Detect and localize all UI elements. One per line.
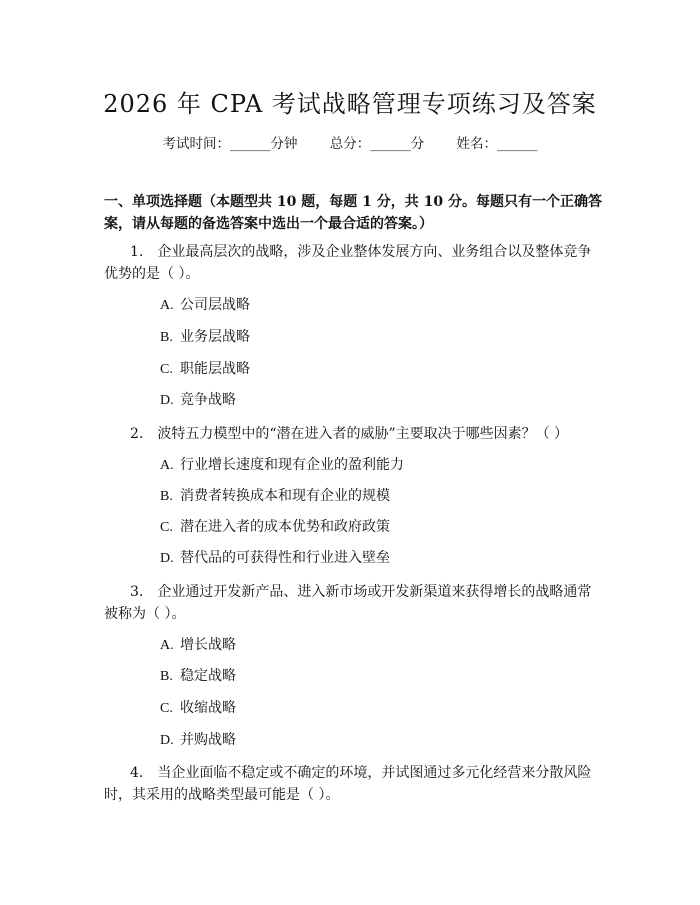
question-1-option-b: [160, 328, 250, 347]
option-letter: A.: [160, 458, 174, 473]
document-title: 2026 年 CPA 考试战略管理专项练习及答案: [103, 90, 597, 118]
question-2-option-d: [160, 549, 390, 568]
question-2-option-a: [160, 456, 404, 475]
option-letter: A.: [160, 638, 174, 653]
question-3-option-d: [160, 731, 236, 750]
section-heading: 一、单项选择题（本题型共 10 题，每题 1 分，共 10 分。每题只有一个正确答案，请从每题的备选答案中选出一个最合适的答案。）: [104, 194, 602, 232]
question-2-stem: 2. 波特五力模型中的“潜在进入者的威胁”主要取决于哪些因素？（ ）: [130, 426, 569, 442]
option-letter: B.: [160, 489, 173, 504]
option-text: 并购战略: [180, 732, 236, 748]
option-letter: C.: [160, 520, 173, 535]
option-text: 业务层战略: [180, 329, 250, 345]
question-1-option-d: [160, 391, 236, 410]
option-letter: C.: [160, 701, 173, 716]
question-4-stem: 4. 当企业面临不稳定或不确定的环境，并试图通过多元化经营来分散风险时，其采用的战略类型最可能是（ ）。: [104, 765, 592, 803]
option-text: 行业增长速度和现有企业的盈利能力: [180, 457, 404, 473]
option-text: 公司层战略: [180, 297, 250, 313]
question-1-stem: 1. 企业最高层次的战略，涉及企业整体发展方向、业务组合以及整体竞争优势的是（ ）。: [104, 244, 592, 282]
question-1-option-c: [160, 360, 250, 379]
option-text: 增长战略: [180, 637, 236, 653]
option-text: 竞争战略: [180, 392, 236, 408]
question-2-option-b: [160, 487, 390, 506]
option-letter: A.: [160, 298, 174, 313]
student-name-label: 姓名：______: [456, 136, 538, 152]
option-text: 收缩战略: [180, 700, 236, 716]
option-text: 消费者转换成本和现有企业的规模: [180, 488, 390, 504]
option-letter: D.: [160, 551, 174, 566]
option-text: 潜在进入者的成本优势和政府政策: [180, 519, 390, 535]
question-3-option-c: [160, 699, 236, 718]
option-letter: D.: [160, 393, 174, 408]
exam-time-label: 考试时间：______分钟: [162, 136, 298, 152]
option-letter: B.: [160, 330, 173, 345]
question-3-option-b: [160, 667, 236, 686]
question-3-option-a: [160, 636, 236, 655]
option-letter: B.: [160, 669, 173, 684]
exam-meta-line: [0, 132, 700, 152]
question-2-option-c: [160, 518, 390, 537]
question-1-option-a: [160, 296, 250, 315]
total-score-label: 总分：______分: [329, 136, 425, 152]
option-text: 稳定战略: [180, 668, 236, 684]
question-3-stem: 3. 企业通过开发新产品、进入新市场或开发新渠道来获得增长的战略通常被称为（ ）。: [104, 584, 592, 622]
option-text: 替代品的可获得性和行业进入壁垒: [180, 550, 390, 566]
option-text: 职能层战略: [180, 361, 250, 377]
option-letter: D.: [160, 733, 174, 748]
option-letter: C.: [160, 362, 173, 377]
